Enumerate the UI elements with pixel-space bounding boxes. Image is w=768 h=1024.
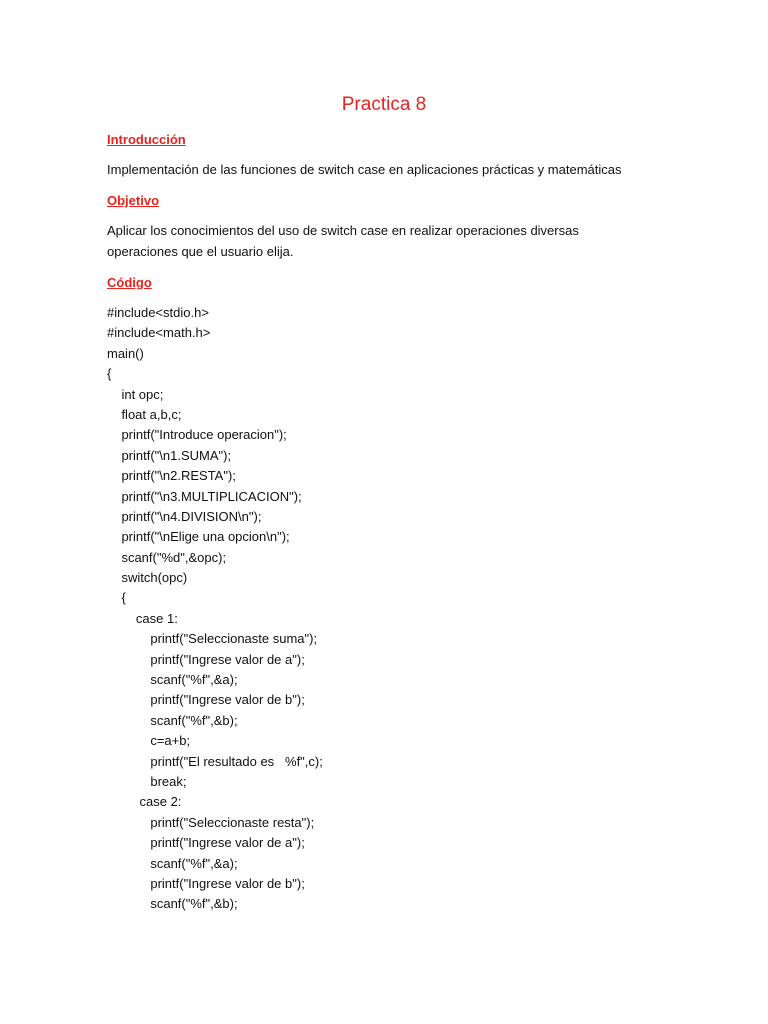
code-line: #include<math.h> — [107, 325, 211, 341]
code-line: break; — [107, 773, 187, 789]
objective-paragraph — [107, 221, 667, 262]
code-line: { — [107, 366, 112, 382]
heading-introduccion: Introducción — [107, 132, 186, 147]
code-line: printf("Ingrese valor de b"); — [107, 692, 305, 708]
code-line: case 1: — [107, 610, 178, 626]
code-line: printf("Introduce operacion"); — [107, 427, 287, 443]
code-line: printf("Ingrese valor de a"); — [107, 651, 305, 667]
code-line: printf("\n1.SUMA"); — [107, 447, 232, 463]
objective-line: operaciones que el usuario elija. — [107, 243, 294, 259]
code-line: scanf("%f",&b); — [107, 896, 238, 912]
code-line: printf("\nElige una opcion\n"); — [107, 529, 290, 545]
code-line: { — [107, 590, 126, 606]
objective-line: Aplicar los conocimientos del uso de switch case en realizar operaciones diversas — [107, 223, 579, 238]
code-line: scanf("%f",&b); — [107, 712, 238, 728]
code-line: printf("Ingrese valor de a"); — [107, 835, 305, 851]
code-block — [107, 303, 323, 915]
code-line: printf("Seleccionaste resta"); — [107, 814, 315, 830]
code-line: printf("El resultado es %f",c); — [107, 753, 323, 769]
code-line: c=a+b; — [107, 733, 191, 749]
code-line: int opc; — [107, 386, 164, 402]
page-title: Practica 8 — [341, 94, 427, 115]
code-line: printf("Ingrese valor de b"); — [107, 875, 305, 891]
intro-paragraph: Implementación de las funciones de switch case en aplicaciones prácticas y matemáticas — [107, 162, 622, 177]
code-line: printf("\n4.DIVISION\n"); — [107, 508, 262, 524]
code-line: case 2: — [107, 794, 182, 810]
code-line: #include<stdio.h> — [107, 305, 209, 320]
code-line: scanf("%f",&a); — [107, 672, 238, 688]
code-line: printf("\n2.RESTA"); — [107, 468, 236, 484]
code-line: printf("\n3.MULTIPLICACION"); — [107, 488, 302, 504]
code-line: main() — [107, 345, 144, 361]
heading-codigo: Código — [107, 275, 152, 290]
heading-objetivo: Objetivo — [107, 193, 160, 208]
code-line: switch(opc) — [107, 570, 188, 586]
code-line: scanf("%f",&a); — [107, 855, 238, 871]
code-line: scanf("%d",&opc); — [107, 549, 227, 565]
code-line: printf("Seleccionaste suma"); — [107, 631, 318, 647]
code-line: float a,b,c; — [107, 406, 182, 422]
